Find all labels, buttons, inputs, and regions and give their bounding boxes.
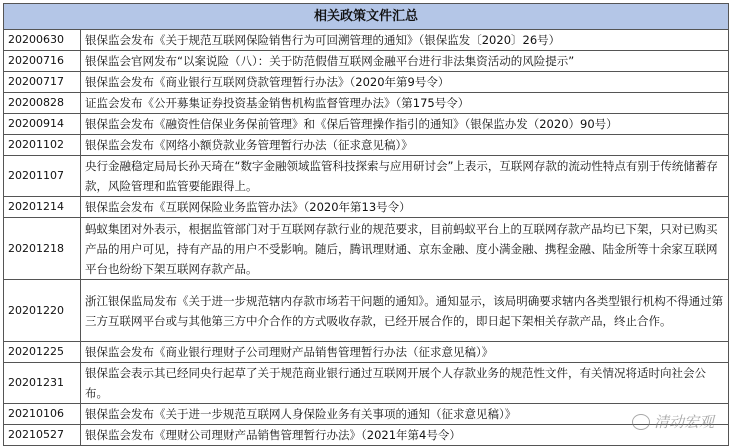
row-date: 20201225: [4, 342, 81, 363]
row-text: 银保监会发布《商业银行互联网贷款管理暂行办法》（2020年第9号令）: [81, 72, 729, 93]
row-text: 银保监会发布《理财公司理财产品销售管理暂行办法》（2021年第4号令）: [81, 425, 729, 446]
row-date: 20200630: [4, 30, 81, 51]
row-text: 银保监会表示其已经同央行起草了关于规范商业银行通过互联网开展个人存款业务的规范性文件，有关情况将适时向社会公布。: [81, 363, 729, 404]
row-text: 银保监会官网发布“以案说险（八）：关于防范假借互联网金融平台进行非法集资活动的风险提示”: [81, 51, 729, 72]
watermark-text: 清动宏观: [653, 413, 714, 431]
watermark: [632, 411, 714, 432]
row-date: 20201102: [4, 135, 81, 156]
table-row: [4, 156, 729, 197]
table-row: [4, 51, 729, 72]
row-date: 20210106: [4, 404, 81, 425]
table-row: [4, 197, 729, 218]
row-text: 浙江银保监局发布《关于进一步规范辖内存款市场若干问题的通知》。通知显示，该局明确要求辖内各类型银行机构不得通过第三方互联网平台或与其他第三方中介合作的方式吸收存款，已经开展合作的，即日起下架相关存款产品，终止合作。: [81, 280, 729, 342]
row-text: 银保监会发布《关于进一步规范互联网人身保险业务有关事项的通知（征求意见稿）》: [81, 404, 729, 425]
row-date: 20200828: [4, 93, 81, 114]
policy-table: [3, 29, 729, 446]
table-title: 相关政策文件汇总: [3, 3, 729, 29]
row-text: 央行金融稳定局局长孙天琦在“数字金融领域监管科技探索与应用研讨会”上表示，互联网存款的流动性特点有别于传统储蓄存款，风险管理和监管要能跟得上。: [81, 156, 729, 197]
row-date: 20201107: [4, 156, 81, 197]
table-row: [4, 72, 729, 93]
policy-table-container: [3, 3, 729, 446]
table-row: [4, 342, 729, 363]
row-text: 银保监会发布《融资性信保业务保前管理》和《保后管理操作指引的通知》（银保监办发（2020）90号）: [81, 114, 729, 135]
table-row: [4, 114, 729, 135]
row-date: 20200914: [4, 114, 81, 135]
table-row: [4, 30, 729, 51]
table-row: [4, 93, 729, 114]
row-date: 20200716: [4, 51, 81, 72]
row-date: 20210527: [4, 425, 81, 446]
row-text: 银保监会发布《商业银行理财子公司理财产品销售管理暂行办法（征求意见稿）》: [81, 342, 729, 363]
row-date: 20201231: [4, 363, 81, 404]
table-row: [4, 404, 729, 425]
row-text: 银保监会发布《关于规范互联网保险销售行为可回溯管理的通知》（银保监发〔2020〕26号）: [81, 30, 729, 51]
wechat-icon: [632, 414, 650, 430]
table-row: [4, 135, 729, 156]
row-text: 蚂蚁集团对外表示，根据监管部门对于互联网存款行业的规范要求，目前蚂蚁平台上的互联网存款产品均已下架，只对已购买产品的用户可见，持有产品的用户不受影响。随后，腾讯理财通、京东金融、度小满金融、携程金融、陆金所等十余家互联网平台也纷纷下架互联网存款产品。: [81, 218, 729, 280]
table-row: [4, 218, 729, 280]
table-row: [4, 280, 729, 342]
table-row: [4, 363, 729, 404]
table-row: [4, 425, 729, 446]
row-text: 银保监会发布《网络小额贷款业务管理暂行办法（征求意见稿）》: [81, 135, 729, 156]
row-date: 20200717: [4, 72, 81, 93]
row-text: 证监会发布《公开募集证券投资基金销售机构监督管理办法》（第175号令）: [81, 93, 729, 114]
row-text: 银保监会发布《互联网保险业务监管办法》（2020年第13号令）: [81, 197, 729, 218]
row-date: 20201214: [4, 197, 81, 218]
row-date: 20201218: [4, 218, 81, 280]
row-date: 20201220: [4, 280, 81, 342]
